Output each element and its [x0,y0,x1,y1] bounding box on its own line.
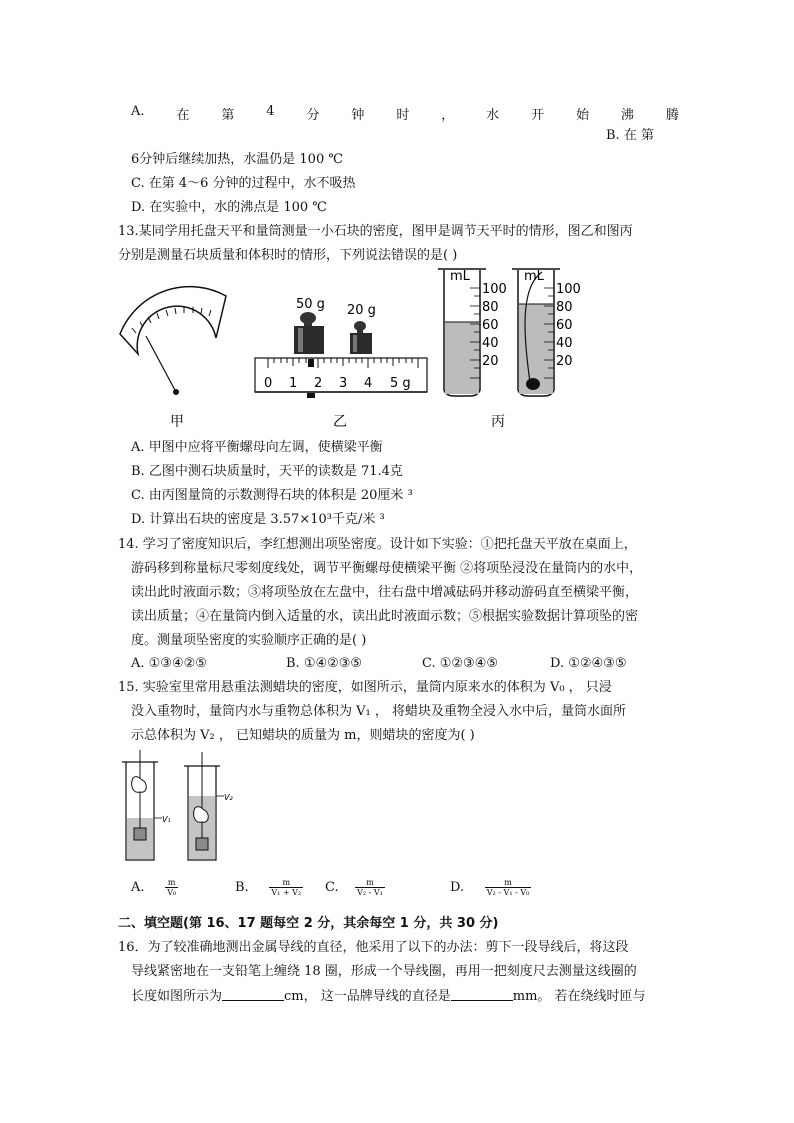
q15-option-c [325,878,385,897]
numerator: m [366,878,374,887]
q13-option-d: D. 计算出石块的密度是 3.57×10³千克/米 ³ [131,512,385,527]
q12-option-a [131,104,679,123]
label-yi: 乙 [333,414,347,430]
cylinder-left-mark: 20 [482,354,499,369]
scale-tick-5: 5 g [390,376,411,391]
q14-stem-line4: 读出质量；④在量筒内倒入适量的水，读出此时液面示数；⑤根据实验数据计算项坠的密 [131,609,639,624]
weight-50g [294,312,324,354]
cylinder-v2 [184,752,224,860]
numerator: m [504,878,512,887]
q13-stem-line2: 分别是测量石块质量和体积时的情形，下列说法错误的是( ) [118,248,458,263]
q12-option-b-label: B. 在 第 [606,128,654,143]
cylinder-right-mark: 20 [556,354,573,369]
q12-a-char: 分 [306,108,320,123]
q14-stem-line1: 14. 学习了密度知识后，李红想测出项坠密度。设计如下实验：①把托盘天平放在桌面上， [118,537,637,552]
fraction [165,878,178,897]
q13-option-c: C. 由丙图量筒的示数测得石块的体积是 20厘米 ³ [131,488,413,503]
denominator: V₀ [167,888,177,897]
q14-option-a: A. ①③④②⑤ [131,656,207,671]
answer-blank[interactable] [222,988,284,1001]
q12-a-char: 4 [266,104,275,119]
cylinder-left-mark: 100 [482,282,507,297]
q15-stem-line3: 示总体积为 V₂ ， 已知蜡块的质量为 m，则蜡块的密度为( ) [131,728,475,743]
q12-option-c: C. 在第 4～6 分钟的过程中，水不吸热 [131,176,356,191]
numerator: m [282,878,291,887]
q12-option-d: D. 在实验中，水的沸点是 100 ℃ [131,200,327,215]
q12-a-char: 沸 [620,108,634,123]
q16-text: 长度如图所示为 [131,989,223,1004]
cylinder-right-mark: 60 [556,318,573,333]
cylinder-right-mark: 100 [556,282,581,297]
q14-stem-line5: 度。测量项坠密度的实验顺序正确的是( ) [131,633,367,648]
option-label: D. [450,880,465,895]
denominator: V₂ - V₁ - V₀ [486,888,530,897]
q12-a-char: 在 [176,108,190,123]
scale-tick-1: 1 [289,376,298,391]
q15-option-d [450,878,531,897]
fraction [269,878,303,897]
cylinder-left-mark: 80 [482,300,499,315]
option-label: C. [325,880,339,895]
cylinder-left-mark: 60 [482,318,499,333]
cylinder-left-unit: mL [450,269,470,284]
q15-figure [118,750,248,868]
balance-dial [120,287,226,395]
q14-option-d: D. ①②④③⑤ [550,656,627,671]
label-jia: 甲 [170,414,184,430]
cylinder-right-mark: 40 [556,336,573,351]
q14-option-c: C. ①②③④⑤ [422,656,499,671]
cylinder-right-mark: 80 [556,300,573,315]
scale-tick-3: 3 [339,376,348,391]
cylinder-left [438,269,486,396]
label-bing: 丙 [491,414,505,430]
fraction [485,878,532,897]
fraction [355,878,385,897]
q12-a-char: 始 [576,108,590,123]
q13-figure [118,266,581,430]
denominator: V₁ + V₂ [271,888,302,897]
q12-a-char: 第 [221,108,235,123]
q14-stem-line3: 读出此时液面示数；③将项坠放在左盘中，往右盘中增减砝码并移动游码直至横梁平衡， [131,585,639,600]
q16-stem-line1: 16．为了较准确地测出金属导线的直径，他采用了以下的办法：剪下一段导线后，将这段 [118,940,629,955]
section-2-title: 二、填空题(第 16、17 题每空 2 分，其余每空 1 分，共 30 分) [118,916,499,931]
q13-option-b: B. 乙图中测石块质量时，天平的读数是 71.4克 [131,464,403,479]
weight-20g [350,321,372,354]
q13-stem-line1: 13.某同学用托盘天平和量筒测量一小石块的密度，图甲是调节天平时的情形，图乙和图丙 [118,224,633,239]
cylinder-right-unit: mL [524,269,544,284]
q14-option-b: B. ①④②③⑤ [286,656,363,671]
q12-a-char: 开 [531,108,545,123]
q12-a-char: A. [131,104,145,119]
q16-stem-line3 [131,988,646,1005]
weight-20g-label: 20 g [347,303,376,318]
answer-blank[interactable] [451,988,513,1001]
q13-option-a: A. 甲图中应将平衡螺母向左调，使横梁平衡 [131,440,383,455]
option-label: B. [235,880,249,895]
q12-a-char: 时 [396,108,410,123]
cylinder-v1 [122,750,162,860]
q16-stem-line2: 导线紧密地在一支铅笔上缠绕 18 圈，形成一个导线圈，再用一把刻度尺去测量这线圈的 [131,964,637,979]
cylinder-right [512,269,560,396]
q12-option-b-text: 6分钟后继续加热，水温仍是 100 ℃ [131,152,343,167]
numerator: m [167,878,176,887]
q15-stem-line2: 没入重物时，量筒内水与重物总体积为 V₁ ， 将蜡块及重物全浸入水中后，量筒水面所 [131,704,626,719]
q15-option-a [131,878,178,897]
q15-option-b [235,878,303,897]
denominator: V₂ - V₁ [357,888,383,897]
cylinder-left-mark: 40 [482,336,499,351]
q15-stem-line1: 15. 实验室里常用悬重法测蜡块的密度，如图所示，量筒内原来水的体积为 V₀ ， 只浸 [118,680,612,695]
q12-a-char: 水 [486,108,500,123]
scale-tick-4: 4 [364,376,373,391]
scale-tick-2: 2 [314,376,323,391]
weight-50g-label: 50 g [296,297,325,312]
v1-label: V₁ [162,815,171,824]
scale-tick-0: 0 [264,376,273,391]
q16-text: mm。 若在绕线时匝与 [512,989,646,1004]
q16-text: cm， 这一品牌导线的直径是 [284,989,451,1004]
v2-label: V₂ [224,793,233,802]
option-label: A. [131,880,145,895]
q12-a-char: ， [441,108,455,123]
q12-a-char: 腾 [665,108,679,123]
q12-a-char: 钟 [351,108,365,123]
q14-stem-line2: 游码移到称量标尺零刻度线处，调节平衡螺母使横梁平衡 ②将项坠浸没在量筒内的水中， [131,561,643,576]
